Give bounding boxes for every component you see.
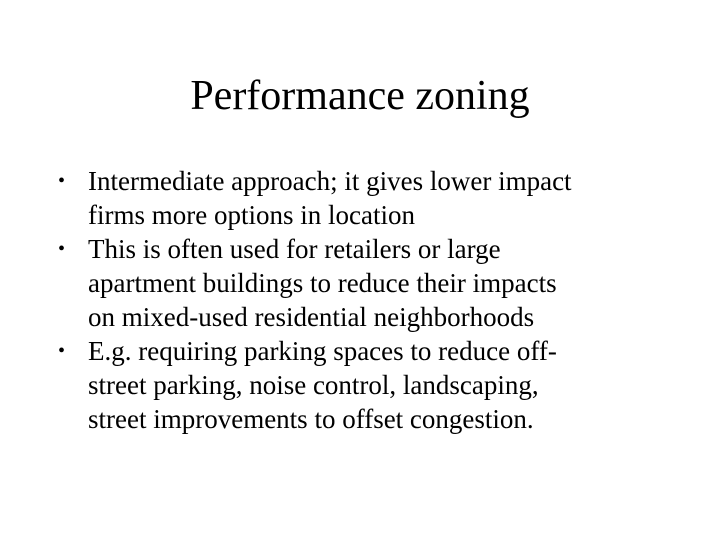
- bullet-item: [58, 232, 698, 334]
- bullet-icon: •: [58, 170, 66, 192]
- bullet-item: [58, 334, 698, 436]
- bullet-line: E.g. requiring parking spaces to reduce off-: [88, 336, 557, 366]
- bullet-line: street parking, noise control, landscaping,: [88, 370, 539, 400]
- bullet-line: Intermediate approach; it gives lower impact: [88, 166, 572, 196]
- bullet-line: street improvements to offset congestion.: [88, 404, 534, 434]
- bullet-line: This is often used for retailers or large: [88, 234, 501, 264]
- slide-title: Performance zoning: [190, 73, 530, 119]
- bullet-line: firms more options in location: [88, 200, 415, 230]
- bullet-text: [88, 334, 698, 436]
- bullet-icon: •: [58, 238, 66, 260]
- bullet-item: [58, 164, 698, 232]
- bullet-icon: •: [58, 340, 66, 362]
- bullet-line: on mixed-used residential neighborhoods: [88, 302, 535, 332]
- bullet-text: [88, 164, 698, 232]
- bullet-line: apartment buildings to reduce their impacts: [88, 268, 557, 298]
- bullet-text: [88, 232, 698, 334]
- bullet-list: [58, 164, 698, 436]
